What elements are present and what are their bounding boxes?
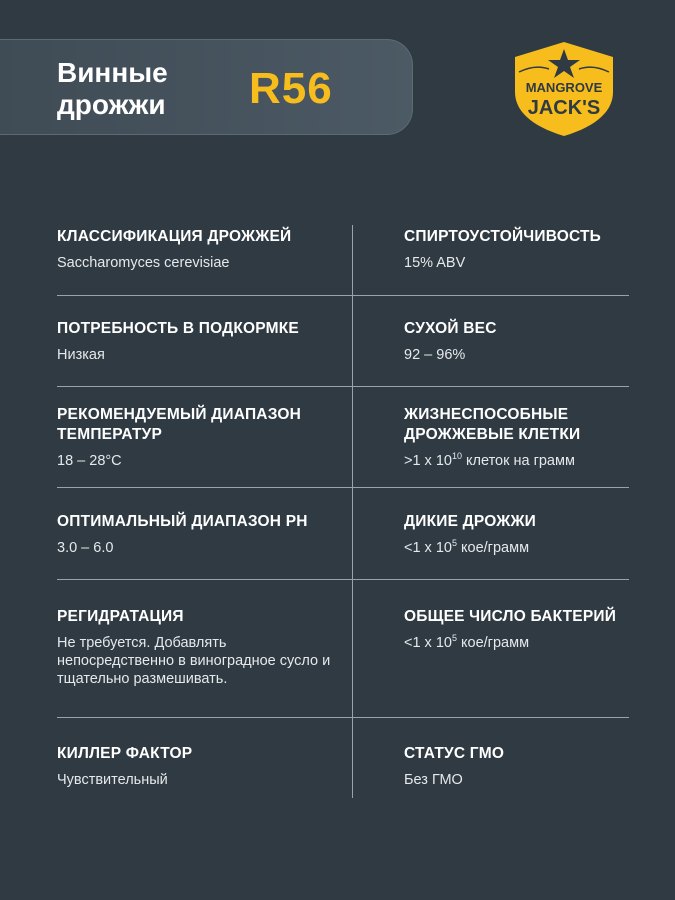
- column-divider: [352, 225, 353, 798]
- spec-viable-cells: [404, 405, 614, 470]
- spec-value: >1 x $10^{10}$ клеток на грамм: [404, 451, 575, 469]
- spec-value: Низкая: [57, 347, 105, 363]
- spec-killer-factor: [57, 744, 347, 789]
- row-divider: [57, 579, 629, 580]
- spec-wild-yeast: [404, 512, 644, 557]
- spec-label: СТАТУС ГМО: [404, 745, 505, 762]
- row-divider: [57, 487, 629, 488]
- spec-label: ЖИЗНЕСПОСОБНЫЕ ДРОЖЖЕВЫЕ КЛЕТКИ: [404, 406, 581, 443]
- spec-temperature-range: [57, 405, 337, 470]
- spec-value: Без ГМО: [404, 772, 463, 788]
- spec-label: РЕКОМЕНДУЕМЫЙ ДИАПАЗОН ТЕМПЕРАТУР: [57, 406, 302, 443]
- spec-value: 18 – 28°C: [57, 453, 122, 469]
- spec-label: ДИКИЕ ДРОЖЖИ: [404, 513, 537, 530]
- spec-yeast-classification: [57, 227, 347, 272]
- spec-value: Saccharomyces cerevisiae: [57, 255, 230, 271]
- spec-rehydration: [57, 607, 337, 688]
- spec-value: <1 x $10^5$ кое/грамм: [404, 633, 530, 651]
- spec-label: СПИРТОУСТОЙЧИВОСТЬ: [404, 228, 602, 245]
- spec-label: ПОТРЕБНОСТЬ В ПОДКОРМКЕ: [57, 320, 299, 337]
- spec-value: Чувствительный: [57, 772, 168, 788]
- spec-label: КИЛЛЕР ФАКТОР: [57, 745, 193, 762]
- spec-nutrient-requirement: [57, 319, 347, 364]
- spec-value: <1 x $10^5$ кое/грамм: [404, 538, 530, 556]
- spec-label: КЛАССИФИКАЦИЯ ДРОЖЖЕЙ: [57, 228, 292, 245]
- brand-line-1: MANGROVE: [525, 80, 603, 95]
- brand-line-2: JACK'S: [527, 97, 601, 119]
- spec-total-bacteria: [404, 607, 644, 652]
- spec-gmo-status: [404, 744, 644, 789]
- spec-value: 15% ABV: [404, 255, 466, 271]
- spec-dry-weight: [404, 319, 644, 364]
- page-title: Винные дрожжи: [57, 57, 168, 120]
- spec-label: РЕГИДРАТАЦИЯ: [57, 608, 184, 625]
- spec-label: СУХОЙ ВЕС: [404, 320, 497, 337]
- spec-alcohol-tolerance: [404, 227, 644, 272]
- spec-label: ОБЩЕЕ ЧИСЛО БАКТЕРИЙ: [404, 608, 617, 625]
- spec-label: ОПТИМАЛЬНЫЙ ДИАПАЗОН PH: [57, 513, 308, 530]
- row-divider: [57, 295, 629, 296]
- spec-value: 3.0 – 6.0: [57, 540, 114, 556]
- spec-ph-range: [57, 512, 347, 557]
- row-divider: [57, 717, 629, 718]
- row-divider: [57, 386, 629, 387]
- product-code: R56: [249, 64, 333, 113]
- spec-value: Не требуется. Добавлять непосредственно в виноградное сусло и тщательно размешивать.: [57, 635, 331, 687]
- spec-value: 92 – 96%: [404, 347, 466, 363]
